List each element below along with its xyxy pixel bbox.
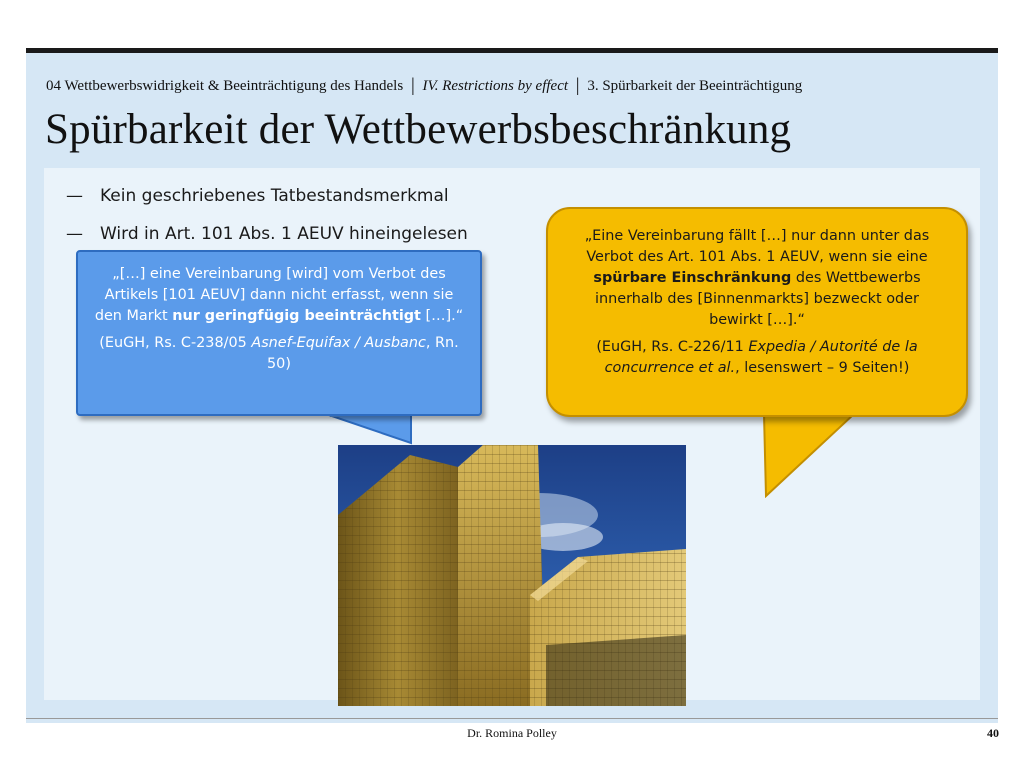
- quote-emphasis: nur geringfügig beeinträchtigt: [172, 308, 421, 324]
- quote-text-part: […].“: [420, 308, 464, 324]
- bullet-dash: —: [66, 224, 83, 244]
- breadcrumb-part-3: 3. Spürbarkeit der Beeinträchtigung: [587, 78, 803, 94]
- footer-author: Dr. Romina Polley: [467, 726, 557, 740]
- bullet-item: [66, 180, 468, 218]
- citation-part: , lesenswert – 9 Seiten!): [735, 360, 910, 376]
- court-towers-photo: [338, 445, 686, 706]
- bullet-list: [66, 180, 468, 256]
- yellow-bubble-tail: [758, 414, 858, 498]
- quote-text-part: „[…] eine Vereinbarung [wird] vom Verbot des Artikels [101 AEUV] dann nicht erfasst, wenn sie den Markt: [94, 266, 454, 324]
- quote-bubble-expedia: [546, 207, 968, 417]
- breadcrumb: [46, 74, 802, 96]
- breadcrumb-separator: |: [410, 75, 415, 96]
- blue-bubble-tail: [327, 415, 417, 445]
- breadcrumb-part-2: IV. Restrictions by effect: [422, 78, 569, 94]
- citation-part: , Rn. 50): [267, 335, 459, 372]
- citation-part: (EuGH, Rs. C-226/11: [596, 339, 749, 355]
- quote-citation: [574, 337, 940, 379]
- quote-emphasis: spürbare Einschränkung: [593, 270, 792, 286]
- case-name: Expedia / Autorité de la concurrence et al.: [604, 339, 918, 376]
- citation-part: (EuGH, Rs. C-238/05: [99, 335, 252, 351]
- quote-text: [574, 226, 940, 331]
- quote-text-part: des Wettbewerbs innerhalb des [Binnenmarkts] bezweckt oder bewirkt […].“: [595, 270, 921, 328]
- case-name: Asnef-Equifax / Ausbanc: [251, 335, 426, 351]
- bullet-text: Kein geschriebenes Tatbestandsmerkmal: [100, 186, 449, 206]
- footer-divider: [26, 718, 998, 719]
- page-number: 40: [987, 726, 999, 740]
- bullet-dash: —: [66, 186, 83, 206]
- quote-text: [92, 264, 466, 327]
- breadcrumb-separator: |: [575, 75, 580, 96]
- bullet-text: Wird in Art. 101 Abs. 1 AEUV hineingelesen: [100, 224, 468, 244]
- breadcrumb-part-1: 04 Wettbewerbswidrigkeit & Beeinträchtigung des Handels: [46, 78, 404, 94]
- quote-bubble-asnef: [76, 250, 482, 416]
- quote-text-part: „Eine Vereinbarung fällt […] nur dann unter das Verbot des Art. 101 Abs. 1 AEUV, wenn sie eine: [584, 228, 930, 265]
- page-title: Spürbarkeit der Wettbewerbsbeschränkung: [45, 106, 792, 153]
- quote-citation: [92, 333, 466, 375]
